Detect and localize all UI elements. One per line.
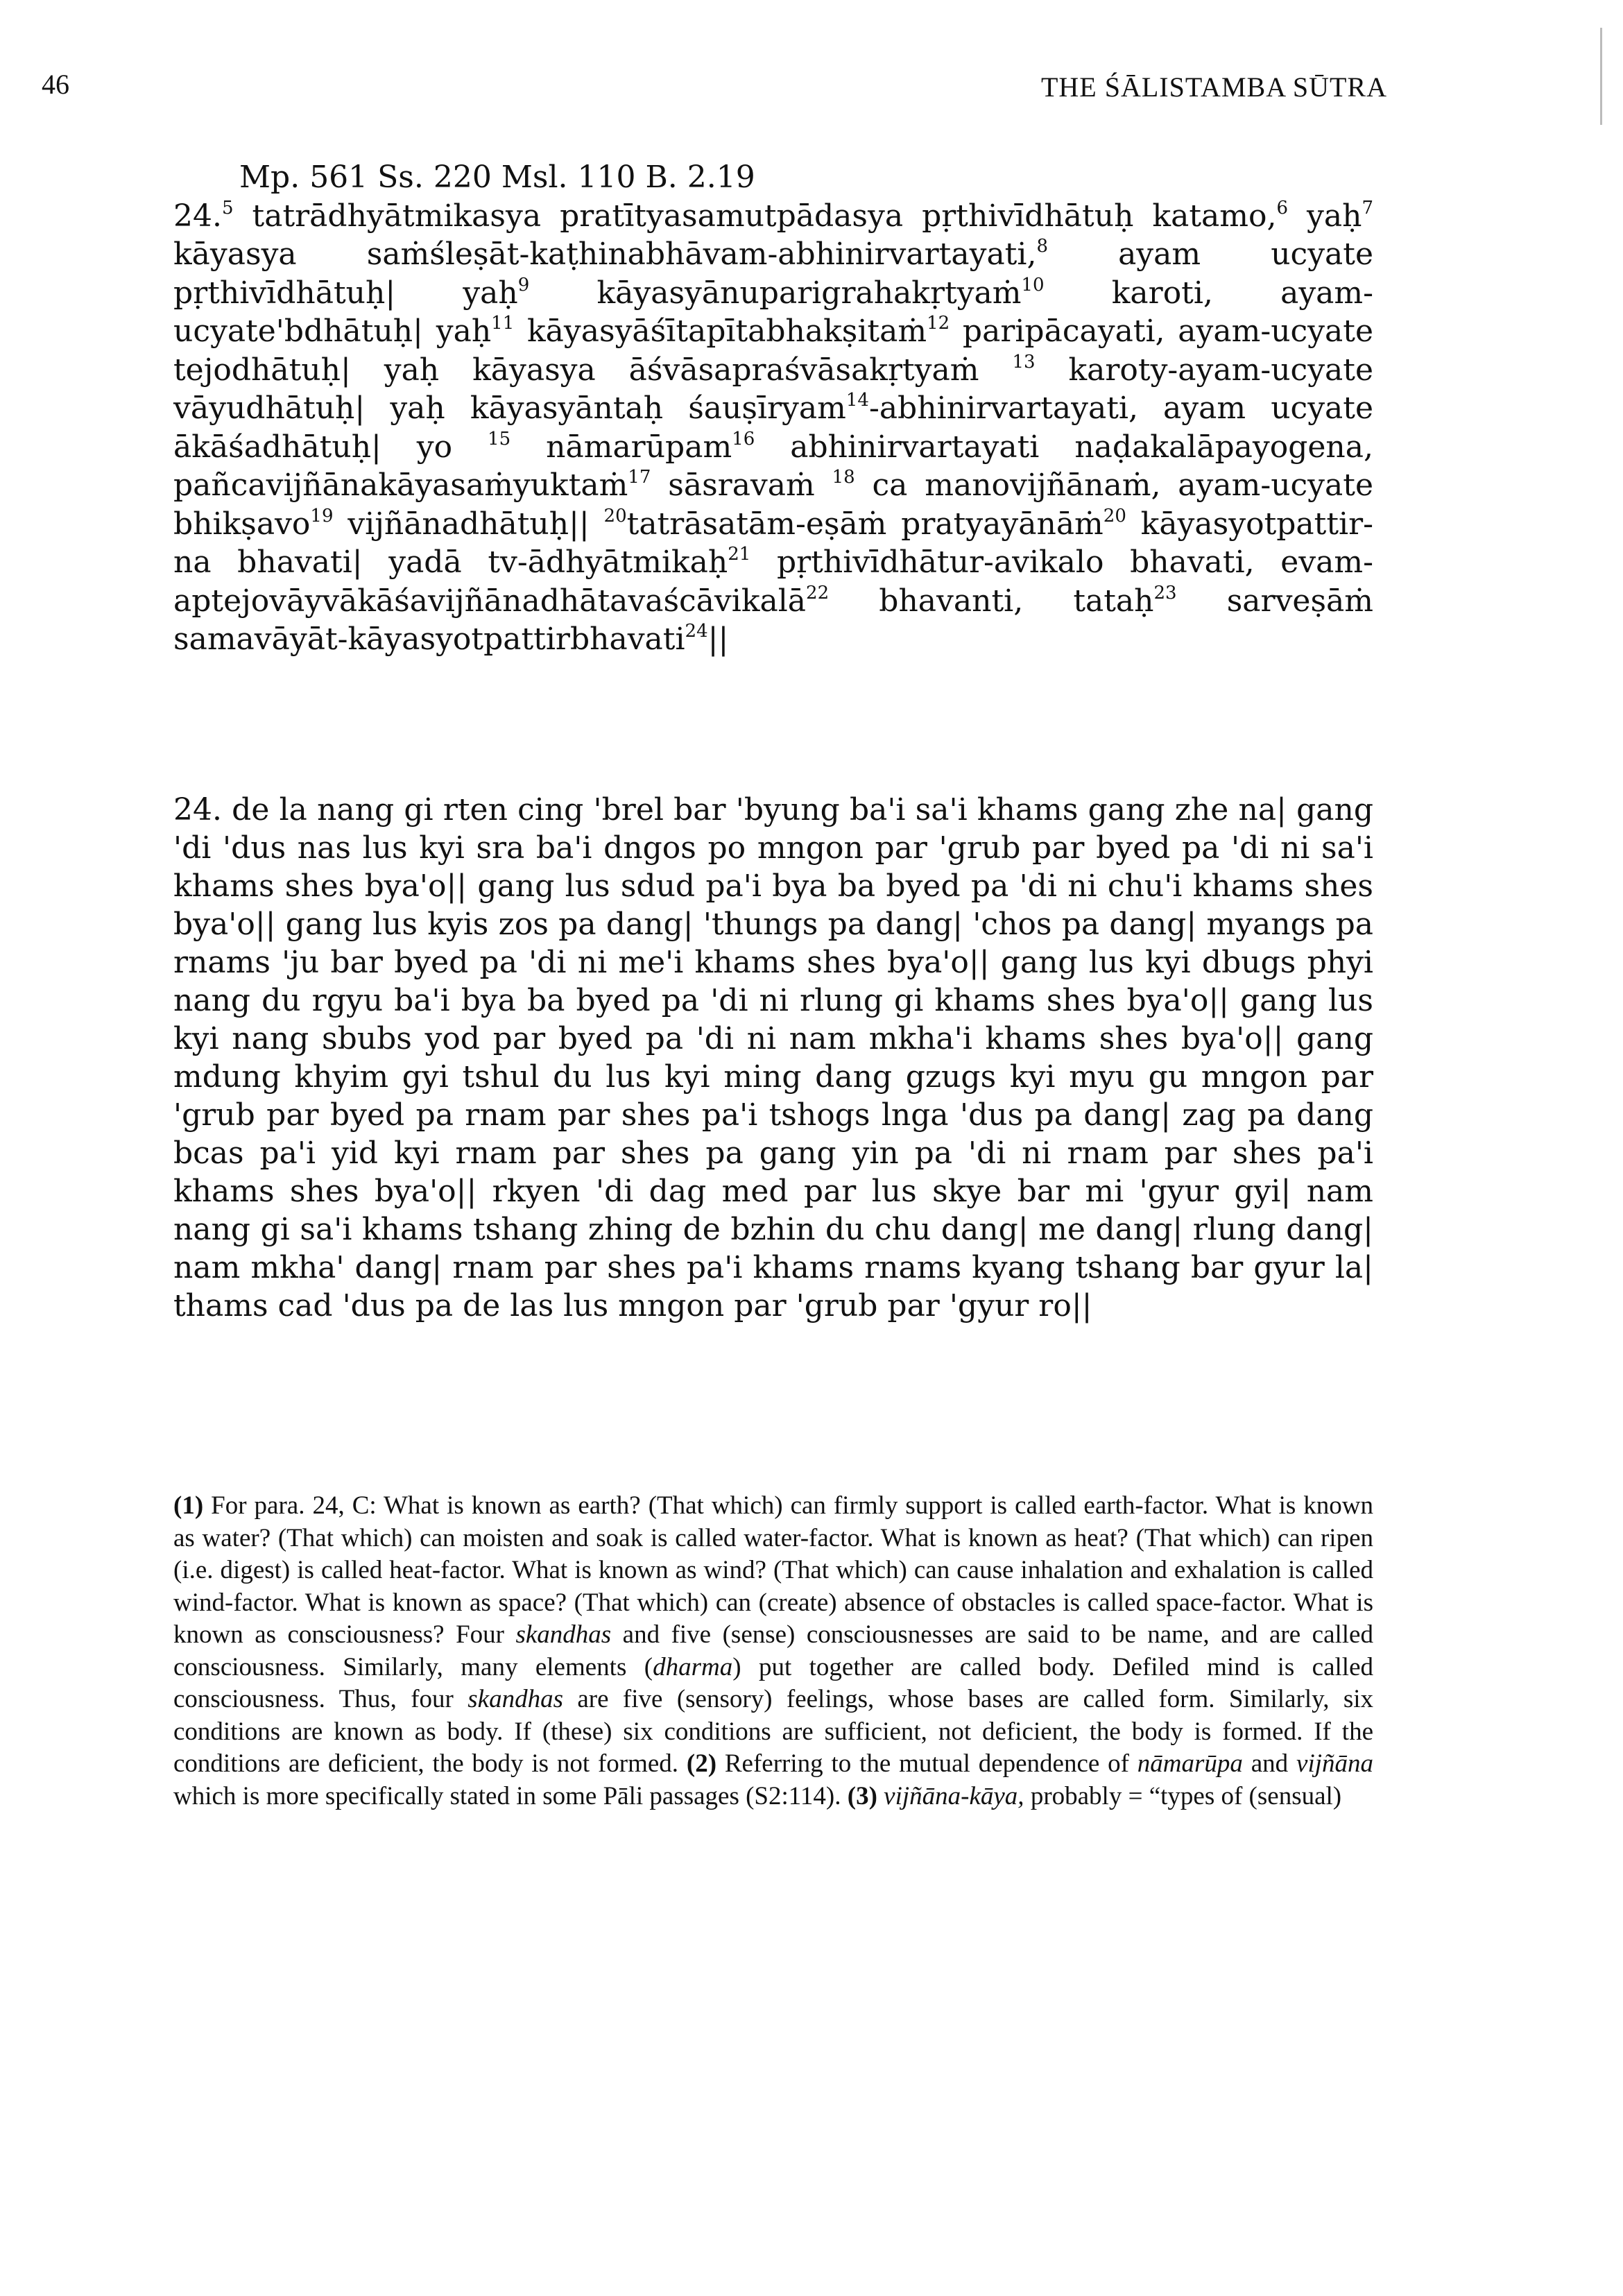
paragraph-number: 24. [173, 198, 222, 234]
note-marker: (2) [686, 1749, 717, 1778]
text-segment: abhinirvartayati naḍakalāpayogena, pañcavijñānakāyasaṁyuktaṁ [173, 429, 1373, 503]
note-text: are five (sensory) feelings, whose bases are called form. Similarly, six conditions are known as body. If (these) six conditions are sufficient, not deficient, the body is formed. If the conditions are deficient, the body is not formed. [173, 1685, 1374, 1778]
text-segment: karoty-ayam-ucyate vāyudhātuḥ| yaḥ kāyasyāntaḥ śauṣīryam [173, 352, 1373, 426]
footnote-ref: 18 [832, 467, 855, 488]
footnote-ref: 7 [1362, 197, 1373, 219]
text-segment: sarveṣāṁ samavāyāt-kāyasyotpattirbhavati [173, 583, 1374, 657]
text-segment: kāyasyotpattir-na bhavati| yadā tv-ādhyātmikaḥ [173, 506, 1373, 580]
note-text: and [1242, 1749, 1297, 1778]
note-text: Referring to the mutual dependence of [716, 1749, 1137, 1778]
tibetan-paragraph: 24. de la nang gi rten cing 'brel bar 'byung ba'i sa'i khams gang zhe na| gang 'di 'dus nas lus kyi sra ba'i dngos po mngon par 'grub par byed pa 'di ni sa'i khams shes bya'o|| gang lus sdud pa'i bya ba byed pa 'di ni chu'i khams shes bya'o|| gang lus kyis zos pa dang| 'thungs pa dang| 'chos pa dang| myangs pa rnams 'ju bar byed pa 'di ni me'i khams shes bya'o|| gang lus kyi dbugs phyi nang du rgyu ba'i bya ba byed pa 'di ni rlung gi khams shes bya'o|| gang lus kyi nang sbubs yod par byed pa 'di ni nam mkha'i khams shes bya'o|| gang mdung khyim gyi tshul du lus kyi ming dang gzugs kyi myu gu mngon par 'grub par byed pa rnam par shes pa'i tshogs lnga 'dus pa dang| zag pa dang bcas pa'i yid kyi rnam par shes pa gang yin pa 'di ni rnam par shes pa'i khams shes bya'o|| rkyen 'di dag med par lus skye bar mi 'gyur gyi| nam nang gi sa'i khams tshang zhing de bzhin du chu dang| me dang| rlung dang| nam mkha' dang| rnam par shes pa'i khams rnams kyang tshang bar gyur la| thams cad 'dus pa de las lus mngon par 'grub par 'gyur ro|| [173, 792, 1373, 1323]
page-number: 46 [42, 69, 69, 100]
text-segment: kāyasya saṁśleṣāt-kaṭhinabhāvam-abhinirvartayati, [173, 237, 1037, 272]
running-head: THE ŚĀLISTAMBA SŪTRA [1040, 71, 1387, 103]
footnote-ref: 12 [927, 313, 950, 334]
note-text: which is more specifically stated in some Pāli passages (S2:114). [173, 1781, 848, 1810]
note-term: vijñāna [1296, 1749, 1373, 1778]
text-segment: kāyasyānuparigrahakṛtyaṁ [529, 275, 1022, 311]
text-segment: tatrāsatām-eṣāṁ pratyayānāṁ [626, 506, 1104, 542]
footnote-ref: 9 [517, 274, 530, 295]
text-segment: karoti, ayam-ucyate'bdhātuḥ| yaḥ [173, 275, 1374, 349]
footnote-ref: 23 [1153, 582, 1177, 603]
text-segment: -abhinirvartayati, ayam ucyate ākāśadhātuḥ| yo [173, 391, 1373, 465]
footnote-ref: 13 [1012, 351, 1036, 372]
footnote-ref: 20 [603, 505, 627, 526]
text-segment: || [707, 622, 729, 657]
footnote-ref: 24 [685, 621, 708, 642]
footnote-ref: 6 [1276, 197, 1288, 219]
text-segment: pṛthivīdhātur-avikalo bhavati, evam-aptejovāyvākāśavijñānadhātavaścāvikalā [173, 545, 1373, 619]
note-text: For para. 24, C: What is known as earth? (That which) can firmly support is called earth-factor. What is known as water? (That which) can moisten and soak is called water-factor. What is known as heat? (That which) can ripen (i.e. digest) is called heat-factor. What is known as wind? (That which) can cause inhalation and exhalation is called wind-factor. What is known as space? (That which) can (create) absence of obstacles is called space-factor. What is known as consciousness? Four [173, 1491, 1373, 1649]
text-segment: yaḥ [1287, 198, 1362, 234]
sanskrit-paragraph [173, 158, 1373, 659]
footnote-ref: 22 [806, 582, 830, 603]
text-segment: bhavanti, tataḥ [829, 583, 1154, 619]
note-term: skandhas [467, 1685, 563, 1713]
footnote-ref: 16 [732, 428, 755, 449]
footnote-ref: 14 [845, 390, 869, 411]
notes-section [173, 1490, 1373, 1813]
footnote-ref: 17 [628, 467, 651, 488]
text-segment: ayam ucyate pṛthivīdhātuḥ| yaḥ [173, 237, 1374, 311]
footnote-ref: 10 [1021, 274, 1045, 295]
footnote-ref: 11 [491, 313, 515, 334]
footnote-ref: 15 [488, 428, 511, 449]
source-reference: Mp. 561 Ss. 220 Msl. 110 B. 2.19 [239, 160, 755, 195]
note-text: and five (sense) consciousnesses are said to be name, and are called consciousness. Similarly, many elements ( [173, 1620, 1373, 1681]
note-text: ) put together are called body. Defiled mind is called consciousness. Thus, four [173, 1652, 1373, 1713]
text-segment: nāmarūpam [510, 429, 732, 465]
text-segment: sāsravaṁ [651, 468, 832, 503]
text-segment: tatrādhyātmikasya pratītyasamutpādasya pṛthivīdhātuḥ katamo, [233, 198, 1277, 234]
note-term: vijñāna-kāya, [884, 1781, 1024, 1810]
text-segment: kāyasyāśītapītabhakṣitaṁ [514, 314, 927, 349]
footnote-ref: 21 [728, 544, 751, 565]
footnote-ref: 20 [1103, 505, 1126, 526]
text-segment: paripācayati, ayam-ucyate tejodhātuḥ| yaḥ kāyasya āśvāsapraśvāsakṛtyaṁ [173, 314, 1373, 388]
text-segment: ca manovijñānaṁ, ayam-ucyate bhikṣavo [173, 468, 1373, 542]
footnote-ref: 5 [221, 197, 234, 219]
text-segment: vijñānadhātuḥ|| [333, 506, 604, 542]
note-marker: (1) [173, 1491, 204, 1520]
footnote-ref: 8 [1036, 236, 1048, 257]
note-term: skandhas [515, 1620, 612, 1649]
note-text: probably = “types of (sensual) [1024, 1781, 1342, 1810]
footnote-ref: 19 [310, 505, 334, 526]
note-marker: (3) [847, 1781, 877, 1810]
note-term: dharma [653, 1652, 733, 1681]
note-term: nāmarūpa [1137, 1749, 1243, 1778]
page-edge-mark [1600, 28, 1602, 125]
